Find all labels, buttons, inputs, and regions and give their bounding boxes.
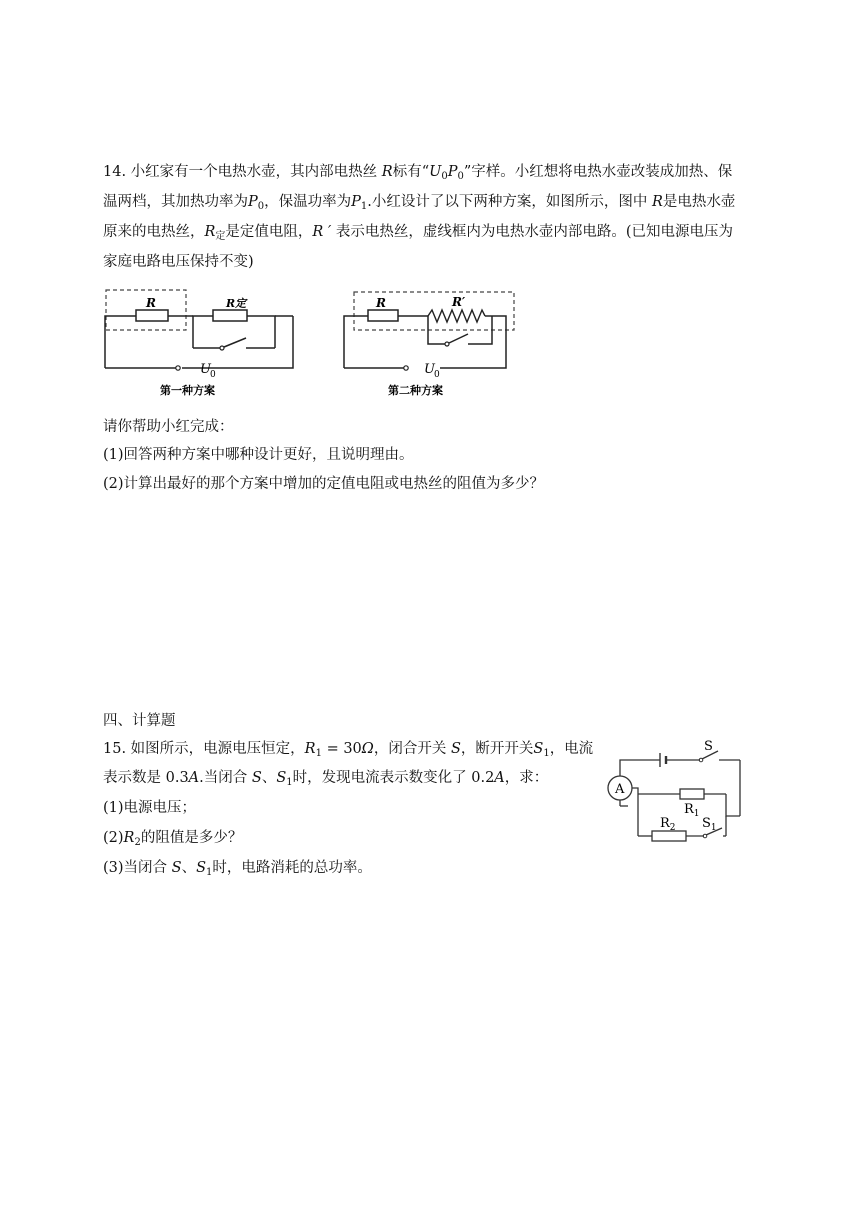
section-heading: 四、计算题 — [103, 713, 176, 729]
q15-fig-r2-label: $R_2$ — [660, 816, 676, 833]
q14-line-3: 原来的电热丝，$R_定$是定值电阻，R ′ 表示电热丝，虚线框内为电热水壶内部电路。(已知电源电压为 — [103, 224, 734, 242]
q15-part-1: (1)电源电压； — [103, 800, 197, 816]
scheme-2-u-sub: 0 — [434, 370, 440, 380]
q14-part-1: (1)回答两种方案中哪种设计更好，且说明理由。 — [103, 447, 414, 463]
q15-line-2: 表示数是 0.3A.当闭合 S、$S_1$时，发现电流表示数变化了 0.2A，求： — [103, 770, 549, 788]
scheme-2-r-label: R — [376, 296, 386, 310]
q15-line-1: 15. 如图所示，电源电压恒定，$R_1 = 30\Omega$，闭合开关 S，断开开关$S_1$，电流 — [103, 741, 594, 759]
ammeter-label: A — [615, 782, 625, 797]
q15-fig-s1-label: $S_1$ — [702, 816, 717, 833]
scheme-2-u-label: U — [424, 362, 435, 377]
q15-circuit — [600, 736, 760, 852]
q15-fig-s-label: S — [704, 739, 713, 754]
q14-line-2: 温两档，其加热功率为$P_0$，保温功率为$P_1$.小红设计了以下两种方案，如图所示，图中 R是电热水壶 — [103, 194, 736, 212]
scheme-1-u-sub: 0 — [210, 370, 216, 380]
q14-part-2: (2)计算出最好的那个方案中增加的定值电阻或电热丝的阻值为多少？ — [103, 476, 545, 492]
q15-part-2: $(2)R_2$的阻值是多少？ — [103, 830, 243, 848]
scheme-1-u-label: U — [200, 362, 211, 377]
q15-part-3: (3)当闭合 S、$S_1$时，电路消耗的总功率。 — [103, 860, 372, 878]
scheme-1-caption: 第一种方案 — [160, 384, 215, 397]
scheme-2-caption: 第二种方案 — [388, 384, 443, 397]
q14-intro: 请你帮助小红完成： — [103, 419, 234, 435]
scheme-1-circuit — [100, 286, 300, 398]
q14-line-1: 14. 小红家有一个电热水壶，其内部电热丝 R标有“$U_0P_0$”字样。小红想将电热水壶改装成加热、保 — [103, 164, 733, 182]
q14-line-4: 家庭电路电压保持不变) — [103, 254, 254, 270]
scheme-2-rprime-label: R′ — [452, 295, 466, 309]
scheme-2-circuit — [340, 286, 530, 398]
q15-fig-r1-label: $R_1$ — [684, 802, 700, 819]
scheme-1-r-label: R — [146, 296, 156, 310]
scheme-1-rd-label: R定 — [226, 297, 247, 310]
